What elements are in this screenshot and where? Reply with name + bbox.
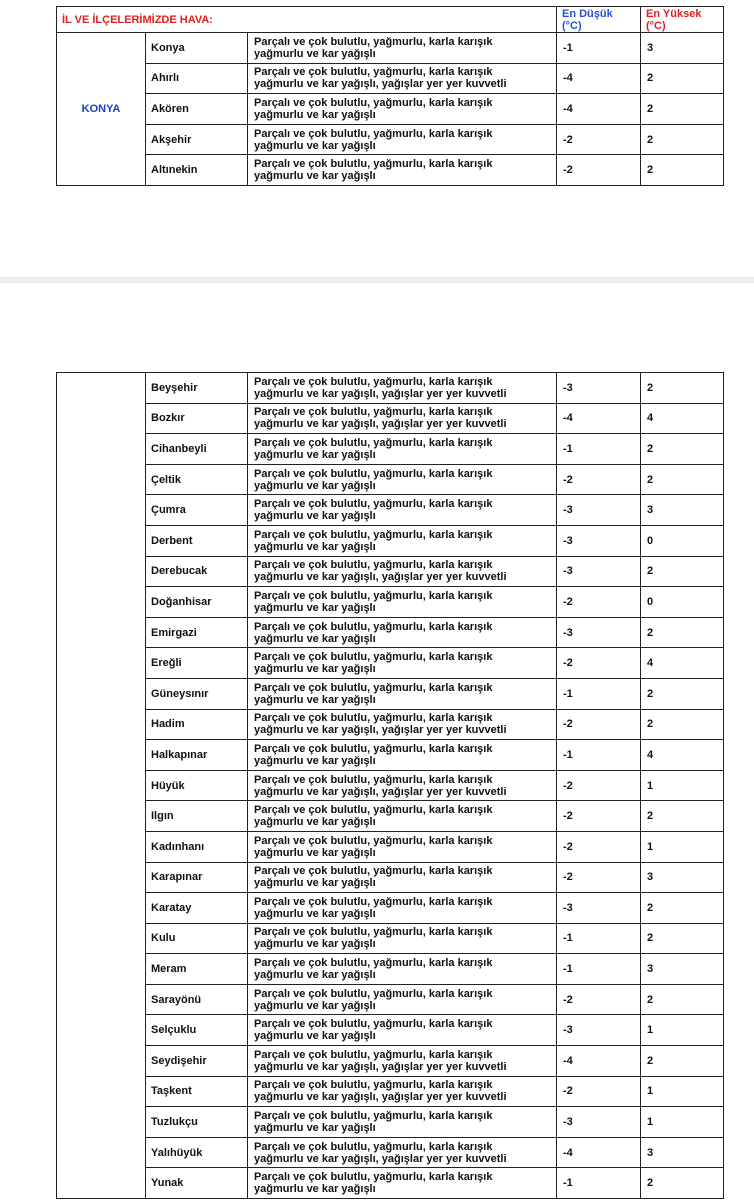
table-row (57, 831, 724, 862)
weather-description (248, 617, 557, 648)
description-line-2: yağmurlu ve kar yağışlı (254, 693, 376, 706)
table-row (57, 1168, 724, 1199)
description-line-2: yağmurlu ve kar yağışlı (254, 754, 376, 767)
district-name: Bozkır (146, 403, 248, 434)
document-page-1 (0, 0, 754, 277)
min-temp: -3 (557, 617, 641, 648)
table-title: İL VE İLÇELERİMİZDE HAVA: (57, 7, 557, 33)
description-line-2: yağmurlu ve kar yağışlı, yağışlar yer yer kuvvetli (254, 1152, 507, 1165)
description-line-1: Parçalı ve çok bulutlu, yağmurlu, karla karışık (254, 127, 493, 140)
document-page-2 (0, 283, 754, 1200)
table-row (57, 648, 724, 679)
table-row (57, 434, 724, 465)
district-name: Kulu (146, 923, 248, 954)
description-line-1: Parçalı ve çok bulutlu, yağmurlu, karla karışık (254, 559, 493, 572)
min-temp: -3 (557, 1107, 641, 1138)
district-name: Kadınhanı (146, 831, 248, 862)
description-line-1: Parçalı ve çok bulutlu, yağmurlu, karla karışık (254, 158, 493, 171)
description-line-1: Parçalı ve çok bulutlu, yağmurlu, karla karışık (254, 620, 493, 633)
district-name: Konya (146, 33, 248, 64)
weather-description (248, 801, 557, 832)
description-line-1: Parçalı ve çok bulutlu, yağmurlu, karla karışık (254, 681, 493, 694)
description-line-2: yağmurlu ve kar yağışlı (254, 1183, 376, 1196)
district-name: Selçuklu (146, 1015, 248, 1046)
max-temp-header (641, 7, 724, 33)
weather-description (248, 155, 557, 186)
min-temp: -4 (557, 63, 641, 94)
weather-description (248, 587, 557, 618)
description-line-2: yağmurlu ve kar yağışlı (254, 540, 376, 553)
weather-description (248, 831, 557, 862)
description-line-1: Parçalı ve çok bulutlu, yağmurlu, karla karışık (254, 712, 493, 725)
min-temp: -2 (557, 464, 641, 495)
description-line-2: yağmurlu ve kar yağışlı (254, 448, 376, 461)
table-row (57, 124, 724, 155)
max-temp: 2 (641, 801, 724, 832)
min-temp: -4 (557, 1046, 641, 1077)
district-name: Ilgın (146, 801, 248, 832)
description-line-2: yağmurlu ve kar yağışlı, yağışlar yer yer kuvvetli (254, 1060, 507, 1073)
max-temp: 2 (641, 1168, 724, 1199)
description-line-2: yağmurlu ve kar yağışlı (254, 139, 376, 152)
weather-description (248, 556, 557, 587)
min-temp: -2 (557, 984, 641, 1015)
table-row (57, 155, 724, 186)
description-line-2: yağmurlu ve kar yağışlı (254, 510, 376, 523)
description-line-1: Parçalı ve çok bulutlu, yağmurlu, karla karışık (254, 66, 493, 79)
weather-description (248, 373, 557, 404)
weather-description (248, 464, 557, 495)
weather-description (248, 893, 557, 924)
weather-description (248, 770, 557, 801)
max-temp: 3 (641, 1137, 724, 1168)
max-temp: 3 (641, 495, 724, 526)
min-temp: -1 (557, 740, 641, 771)
description-line-2: yağmurlu ve kar yağışlı (254, 846, 376, 859)
max-temp: 2 (641, 94, 724, 125)
weather-description (248, 709, 557, 740)
min-temp: -2 (557, 770, 641, 801)
description-line-2: yağmurlu ve kar yağışlı, yağışlar yer yer kuvvetli (254, 724, 507, 737)
description-line-1: Parçalı ve çok bulutlu, yağmurlu, karla karışık (254, 926, 493, 939)
description-line-1: Parçalı ve çok bulutlu, yağmurlu, karla karışık (254, 467, 493, 480)
max-temp: 2 (641, 464, 724, 495)
table-row (57, 556, 724, 587)
description-line-1: Parçalı ve çok bulutlu, yağmurlu, karla karışık (254, 498, 493, 511)
table-row (57, 709, 724, 740)
max-temp: 2 (641, 709, 724, 740)
min-temp-header (557, 7, 641, 33)
max-temp: 4 (641, 648, 724, 679)
description-line-1: Parçalı ve çok bulutlu, yağmurlu, karla karışık (254, 1110, 493, 1123)
weather-description (248, 403, 557, 434)
min-temp: -1 (557, 33, 641, 64)
table-row (57, 617, 724, 648)
description-line-1: Parçalı ve çok bulutlu, yağmurlu, karla karışık (254, 1140, 493, 1153)
min-temp: -4 (557, 94, 641, 125)
district-name: Halkapınar (146, 740, 248, 771)
description-line-1: Parçalı ve çok bulutlu, yağmurlu, karla karışık (254, 987, 493, 1000)
min-temp-header-line1: En Düşük (562, 7, 613, 20)
province-cell (57, 373, 146, 1199)
description-line-1: Parçalı ve çok bulutlu, yağmurlu, karla karışık (254, 957, 493, 970)
min-temp: -1 (557, 678, 641, 709)
district-name: Derebucak (146, 556, 248, 587)
description-line-1: Parçalı ve çok bulutlu, yağmurlu, karla karışık (254, 834, 493, 847)
district-name: Seydişehir (146, 1046, 248, 1077)
max-temp: 0 (641, 525, 724, 556)
weather-description (248, 495, 557, 526)
table-row (57, 525, 724, 556)
description-line-2: yağmurlu ve kar yağışlı (254, 170, 376, 183)
table-header-row (57, 7, 724, 33)
district-name: Yalıhüyük (146, 1137, 248, 1168)
max-temp-header-line2: (°C) (646, 19, 666, 32)
district-name: Akşehir (146, 124, 248, 155)
description-line-2: yağmurlu ve kar yağışlı (254, 663, 376, 676)
description-line-2: yağmurlu ve kar yağışlı (254, 877, 376, 890)
description-line-2: yağmurlu ve kar yağışlı (254, 1122, 376, 1135)
min-temp: -4 (557, 1137, 641, 1168)
weather-description (248, 923, 557, 954)
table-row (57, 923, 724, 954)
max-temp: 2 (641, 984, 724, 1015)
max-temp: 2 (641, 434, 724, 465)
weather-description (248, 1137, 557, 1168)
district-name: Emirgazi (146, 617, 248, 648)
province-cell: KONYA (57, 33, 146, 186)
district-name: Cihanbeyli (146, 434, 248, 465)
description-line-1: Parçalı ve çok bulutlu, yağmurlu, karla karışık (254, 1079, 493, 1092)
table-row (57, 94, 724, 125)
table-row (57, 678, 724, 709)
description-line-2: yağmurlu ve kar yağışlı, yağışlar yer yer kuvvetli (254, 418, 507, 431)
table-row (57, 373, 724, 404)
max-temp: 2 (641, 63, 724, 94)
max-temp: 4 (641, 740, 724, 771)
description-line-1: Parçalı ve çok bulutlu, yağmurlu, karla karışık (254, 773, 493, 786)
max-temp-header-line1: En Yüksek (646, 7, 702, 20)
weather-description (248, 525, 557, 556)
district-name: Karapınar (146, 862, 248, 893)
min-temp: -3 (557, 893, 641, 924)
max-temp: 0 (641, 587, 724, 618)
description-line-2: yağmurlu ve kar yağışlı (254, 1030, 376, 1043)
district-name: Ereğli (146, 648, 248, 679)
table-row (57, 954, 724, 985)
district-name: Çeltik (146, 464, 248, 495)
description-line-1: Parçalı ve çok bulutlu, yağmurlu, karla karışık (254, 589, 493, 602)
max-temp: 2 (641, 1046, 724, 1077)
max-temp: 2 (641, 155, 724, 186)
description-line-2: yağmurlu ve kar yağışlı (254, 47, 376, 60)
min-temp: -2 (557, 862, 641, 893)
description-line-2: yağmurlu ve kar yağışlı (254, 999, 376, 1012)
min-temp: -2 (557, 831, 641, 862)
district-name: Derbent (146, 525, 248, 556)
max-temp: 3 (641, 954, 724, 985)
description-line-1: Parçalı ve çok bulutlu, yağmurlu, karla karışık (254, 865, 493, 878)
description-line-2: yağmurlu ve kar yağışlı (254, 969, 376, 982)
weather-description (248, 1076, 557, 1107)
min-temp: -1 (557, 954, 641, 985)
max-temp: 3 (641, 33, 724, 64)
min-temp-header-line2: (°C) (562, 19, 582, 32)
min-temp: -3 (557, 1015, 641, 1046)
max-temp: 2 (641, 124, 724, 155)
district-name: Meram (146, 954, 248, 985)
description-line-2: yağmurlu ve kar yağışlı (254, 479, 376, 492)
description-line-2: yağmurlu ve kar yağışlı (254, 632, 376, 645)
table-row (57, 1076, 724, 1107)
weather-description (248, 648, 557, 679)
table-row (57, 1107, 724, 1138)
max-temp: 4 (641, 403, 724, 434)
description-line-1: Parçalı ve çok bulutlu, yağmurlu, karla karışık (254, 1048, 493, 1061)
description-line-2: yağmurlu ve kar yağışlı (254, 108, 376, 121)
description-line-1: Parçalı ve çok bulutlu, yağmurlu, karla karışık (254, 651, 493, 664)
max-temp: 2 (641, 373, 724, 404)
min-temp: -3 (557, 373, 641, 404)
table-row (57, 587, 724, 618)
max-temp: 2 (641, 923, 724, 954)
min-temp: -1 (557, 1168, 641, 1199)
max-temp: 1 (641, 831, 724, 862)
district-name: Güneysınır (146, 678, 248, 709)
weather-description (248, 33, 557, 64)
description-line-1: Parçalı ve çok bulutlu, yağmurlu, karla karışık (254, 895, 493, 908)
description-line-2: yağmurlu ve kar yağışlı (254, 907, 376, 920)
weather-description (248, 124, 557, 155)
table-row (57, 1046, 724, 1077)
description-line-1: Parçalı ve çok bulutlu, yağmurlu, karla karışık (254, 96, 493, 109)
min-temp: -2 (557, 124, 641, 155)
description-line-1: Parçalı ve çok bulutlu, yağmurlu, karla karışık (254, 1171, 493, 1184)
min-temp: -1 (557, 923, 641, 954)
min-temp: -3 (557, 556, 641, 587)
weather-description (248, 984, 557, 1015)
weather-description (248, 94, 557, 125)
table-row (57, 1137, 724, 1168)
district-name: Tuzlukçu (146, 1107, 248, 1138)
description-line-1: Parçalı ve çok bulutlu, yağmurlu, karla karışık (254, 35, 493, 48)
max-temp: 1 (641, 770, 724, 801)
table-row (57, 770, 724, 801)
description-line-2: yağmurlu ve kar yağışlı (254, 938, 376, 951)
district-name: Taşkent (146, 1076, 248, 1107)
district-name: Hadim (146, 709, 248, 740)
weather-description (248, 954, 557, 985)
min-temp: -3 (557, 525, 641, 556)
description-line-1: Parçalı ve çok bulutlu, yağmurlu, karla karışık (254, 528, 493, 541)
district-name: Doğanhisar (146, 587, 248, 618)
description-line-2: yağmurlu ve kar yağışlı, yağışlar yer yer kuvvetli (254, 387, 507, 400)
weather-description (248, 1046, 557, 1077)
table-row (57, 63, 724, 94)
district-name: Yunak (146, 1168, 248, 1199)
max-temp: 1 (641, 1015, 724, 1046)
weather-description (248, 678, 557, 709)
district-name: Çumra (146, 495, 248, 526)
weather-description (248, 1107, 557, 1138)
max-temp: 1 (641, 1107, 724, 1138)
weather-description (248, 1168, 557, 1199)
table-row (57, 33, 724, 64)
weather-description (248, 1015, 557, 1046)
district-name: Altınekin (146, 155, 248, 186)
table-row (57, 464, 724, 495)
max-temp: 2 (641, 556, 724, 587)
description-line-1: Parçalı ve çok bulutlu, yağmurlu, karla karışık (254, 1018, 493, 1031)
weather-description (248, 740, 557, 771)
description-line-1: Parçalı ve çok bulutlu, yağmurlu, karla karışık (254, 375, 493, 388)
table-row (57, 740, 724, 771)
description-line-2: yağmurlu ve kar yağışlı (254, 816, 376, 829)
description-line-2: yağmurlu ve kar yağışlı, yağışlar yer yer kuvvetli (254, 1091, 507, 1104)
district-name: Karatay (146, 893, 248, 924)
weather-table-1 (56, 6, 724, 186)
description-line-2: yağmurlu ve kar yağışlı, yağışlar yer yer kuvvetli (254, 785, 507, 798)
table-row (57, 984, 724, 1015)
district-name: Ahırlı (146, 63, 248, 94)
district-name: Sarayönü (146, 984, 248, 1015)
district-name: Hüyük (146, 770, 248, 801)
weather-description (248, 63, 557, 94)
description-line-1: Parçalı ve çok bulutlu, yağmurlu, karla karışık (254, 804, 493, 817)
description-line-2: yağmurlu ve kar yağışlı, yağışlar yer yer kuvvetli (254, 78, 507, 91)
max-temp: 2 (641, 617, 724, 648)
weather-description (248, 862, 557, 893)
max-temp: 1 (641, 1076, 724, 1107)
min-temp: -2 (557, 155, 641, 186)
district-name: Akören (146, 94, 248, 125)
min-temp: -2 (557, 801, 641, 832)
description-line-1: Parçalı ve çok bulutlu, yağmurlu, karla karışık (254, 436, 493, 449)
min-temp: -3 (557, 495, 641, 526)
table-row (57, 801, 724, 832)
table-row (57, 893, 724, 924)
min-temp: -2 (557, 587, 641, 618)
description-line-1: Parçalı ve çok bulutlu, yağmurlu, karla karışık (254, 742, 493, 755)
max-temp: 3 (641, 862, 724, 893)
min-temp: -4 (557, 403, 641, 434)
min-temp: -2 (557, 648, 641, 679)
table-row (57, 495, 724, 526)
description-line-1: Parçalı ve çok bulutlu, yağmurlu, karla karışık (254, 406, 493, 419)
district-name: Beyşehir (146, 373, 248, 404)
weather-description (248, 434, 557, 465)
description-line-2: yağmurlu ve kar yağışlı, yağışlar yer yer kuvvetli (254, 571, 507, 584)
min-temp: -2 (557, 1076, 641, 1107)
weather-table-2 (56, 372, 724, 1199)
table-row (57, 862, 724, 893)
table-row (57, 1015, 724, 1046)
min-temp: -1 (557, 434, 641, 465)
description-line-2: yağmurlu ve kar yağışlı (254, 601, 376, 614)
max-temp: 2 (641, 678, 724, 709)
max-temp: 2 (641, 893, 724, 924)
min-temp: -2 (557, 709, 641, 740)
table-row (57, 403, 724, 434)
